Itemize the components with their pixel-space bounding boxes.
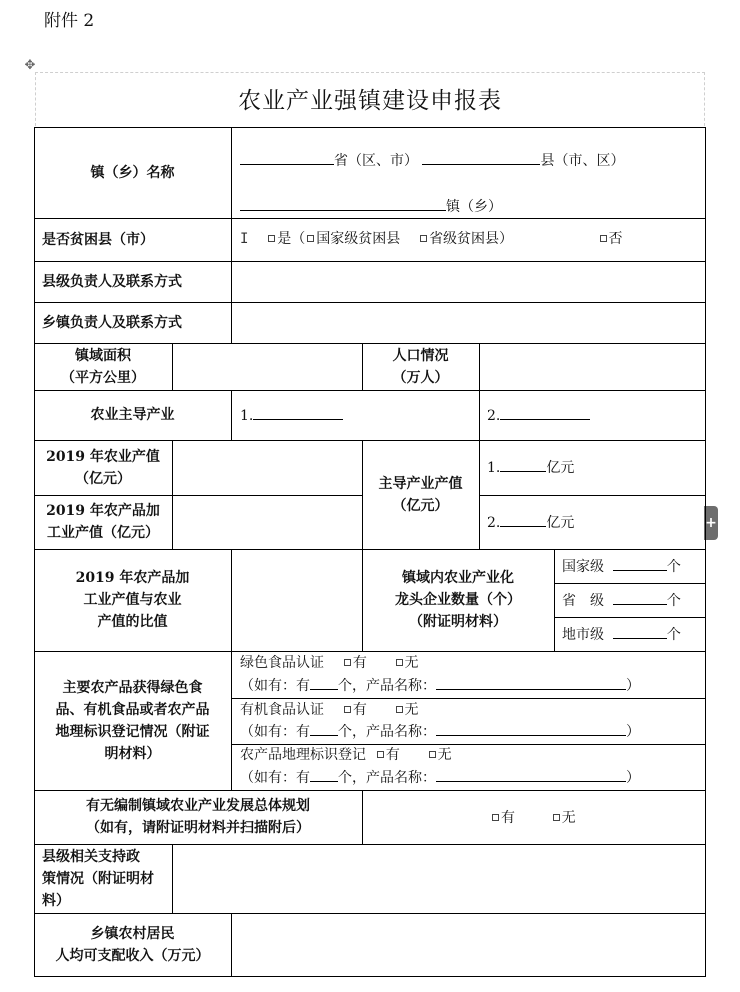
leading-industry-item1[interactable]: 1.	[240, 405, 343, 426]
checkbox-green-yes[interactable]	[344, 659, 351, 666]
checkbox-organic-yes[interactable]	[344, 706, 351, 713]
plan-options[interactable]: 有 无	[490, 808, 576, 828]
geo-mark-row[interactable]: 农产品地理标识登记 有 无	[240, 747, 452, 763]
checkbox-geo-yes[interactable]	[377, 751, 384, 758]
income-label: 乡镇农村居民 人均可支配收入（万元）	[55, 925, 210, 964]
leading-output-item2[interactable]: 2. 亿元	[487, 512, 574, 533]
policy-label: 县级相关支持政 策情况（附证明材 料）	[42, 848, 154, 909]
green-food-detail[interactable]: （如有：有 个，产品名称： ）	[240, 675, 640, 696]
green-food-row[interactable]: 绿色食品认证 有 无	[240, 655, 419, 671]
checkbox-organic-no[interactable]	[396, 706, 403, 713]
leading-output-label: 主导产业产值 （亿元）	[378, 475, 463, 514]
checkbox-green-no[interactable]	[396, 659, 403, 666]
county-contact-label: 县级负责人及联系方式	[42, 273, 182, 290]
leading-industry-item2[interactable]: 2.	[487, 405, 590, 426]
enterprises-national[interactable]: 国家级 个	[562, 556, 681, 577]
organic-food-row[interactable]: 有机食品认证 有 无	[240, 702, 419, 718]
geo-mark-detail[interactable]: （如有：有 个，产品名称： ）	[240, 767, 640, 788]
checkbox-geo-no[interactable]	[429, 751, 436, 758]
town-name-line2[interactable]: 镇（乡）	[240, 196, 502, 217]
enterprises-provincial[interactable]: 省 级 个	[562, 590, 681, 611]
town-name-line1[interactable]: 省（区、市） 县（市、区）	[240, 150, 624, 171]
processing-output-label: 2019 年农产品加 工业产值（亿元）	[46, 503, 160, 541]
checkbox-plan-no[interactable]	[553, 814, 560, 821]
enterprises-city[interactable]: 地市级 个	[562, 624, 681, 645]
poor-county-options[interactable]: I 是（ 国家级贫困县 省级贫困县） 否	[240, 231, 623, 247]
population-label: 人口情况 （万人）	[392, 347, 449, 386]
ratio-label: 2019 年农产品加 工业产值与农业 产值的比值	[75, 570, 190, 630]
town-name-label: 镇（乡）名称	[90, 164, 175, 181]
checkbox-yes[interactable]	[268, 235, 275, 242]
area-label: 镇域面积 （平方公里）	[61, 347, 145, 386]
attachment-label: 附件 2	[44, 11, 95, 31]
plan-label: 有无编制镇域农业产业发展总体规划 （如有，请附证明材料并扫描附后）	[86, 798, 310, 836]
checkbox-plan-yes[interactable]	[492, 814, 499, 821]
table-move-handle-icon[interactable]: ✥	[24, 58, 36, 73]
agri-output-label: 2019 年农业产值 （亿元）	[46, 448, 160, 487]
add-row-plus-icon[interactable]: +	[704, 506, 718, 540]
organic-food-detail[interactable]: （如有：有 个，产品名称： ）	[240, 721, 640, 742]
enterprises-label: 镇域内农业产业化 龙头企业数量（个） （附证明材料）	[395, 570, 521, 630]
certifications-label: 主要农产品获得绿色食 品、有机食品或者农产品 地理标识登记情况（附证 明材料）	[55, 679, 210, 762]
leading-output-item1[interactable]: 1. 亿元	[487, 457, 574, 478]
form-title: 农业产业强镇建设申报表	[238, 88, 502, 114]
text-cursor-icon: I	[240, 231, 249, 247]
leading-industry-label: 农业主导产业	[90, 407, 175, 423]
checkbox-provincial[interactable]	[420, 235, 427, 242]
poor-county-label: 是否贫困县（市）	[42, 231, 154, 248]
checkbox-national[interactable]	[307, 235, 314, 242]
town-contact-label: 乡镇负责人及联系方式	[42, 314, 182, 331]
checkbox-no[interactable]	[600, 235, 607, 242]
